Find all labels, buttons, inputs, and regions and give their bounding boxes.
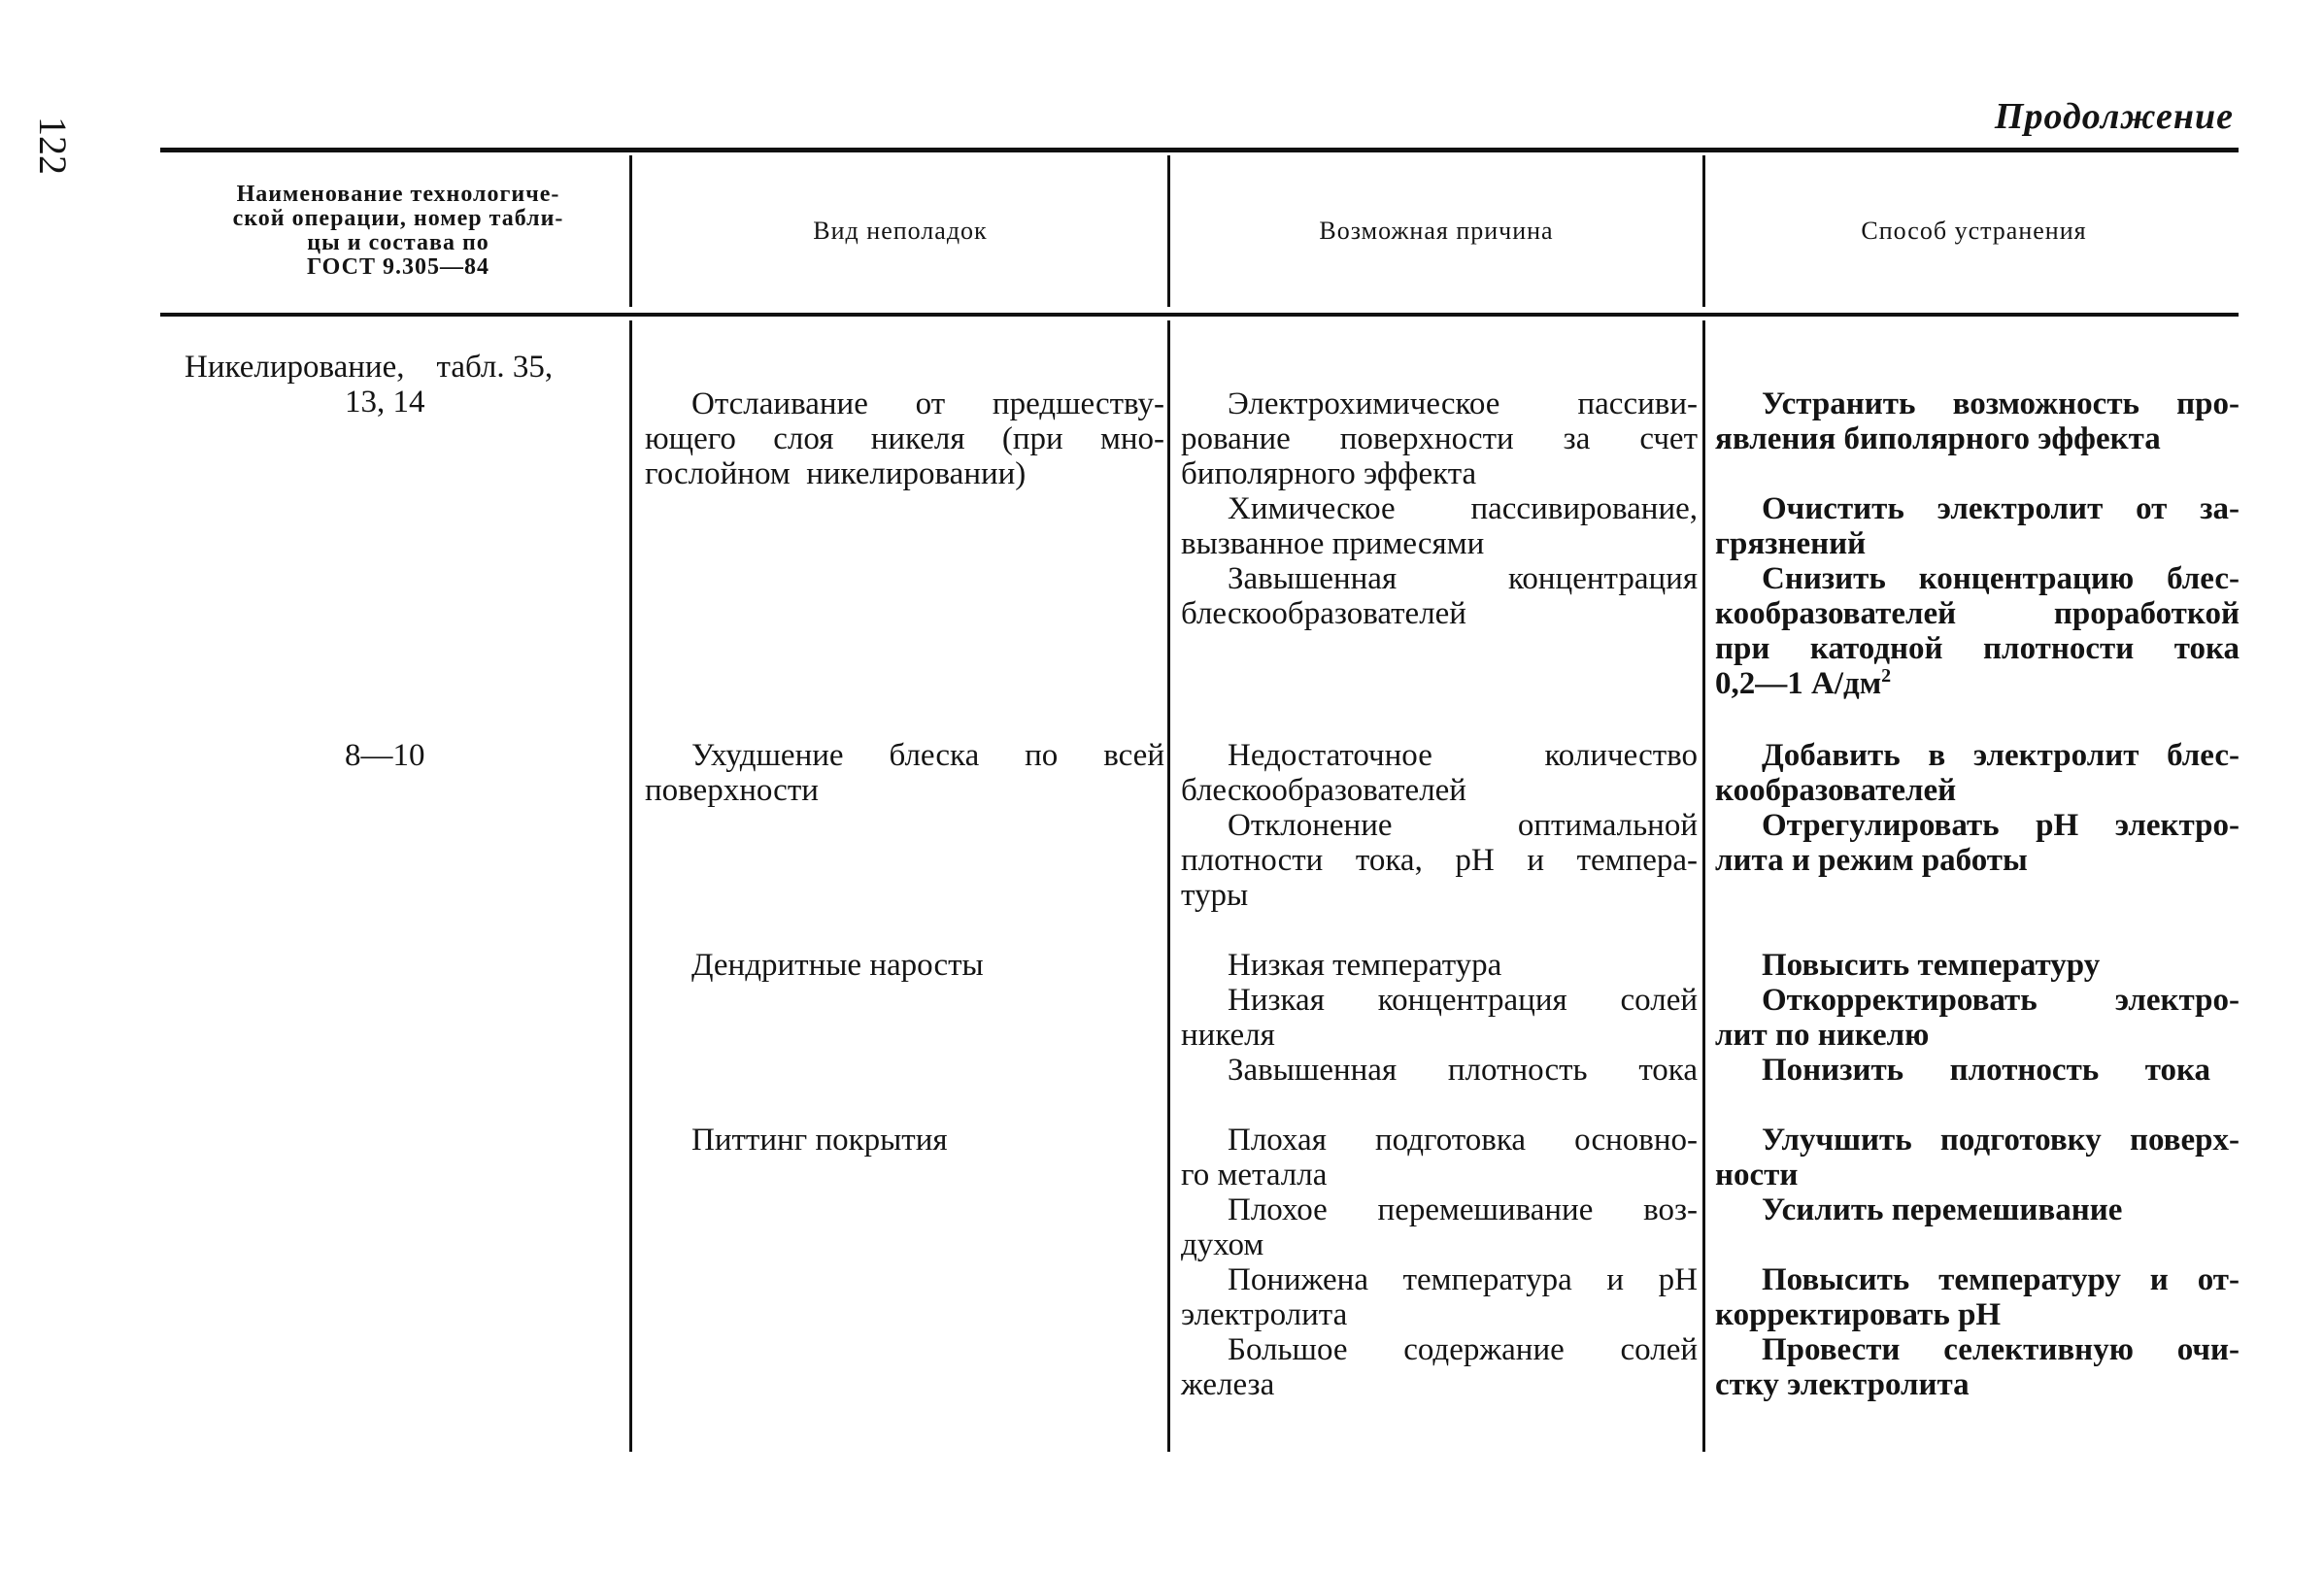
header-operation-line: ской операции, номер табли- — [232, 205, 564, 231]
operation-line: Никелирование, табл. 35, — [185, 350, 554, 385]
cause-line: электролита — [1181, 1297, 1348, 1332]
cause-group-pitting — [1181, 1123, 1698, 1402]
cause-line: блескообразователей — [1181, 596, 1466, 631]
cause-line: Завышенная плотность тока — [1228, 1053, 1698, 1088]
cause-line: Завышенная концентрация — [1228, 561, 1698, 596]
cause-line: Понижена температура и pH — [1228, 1262, 1698, 1297]
header-possible-cause: Возможная причина — [1319, 217, 1554, 246]
defect-line: Дендритные наросты — [691, 948, 984, 983]
cause-line: биполярного эффекта — [1181, 456, 1477, 491]
cause-line: Низкая концентрация солей — [1228, 983, 1698, 1018]
defect-pitting — [645, 1123, 1164, 1158]
cause-line: Химическое пассивирование, — [1228, 491, 1698, 526]
column-divider — [1702, 155, 1705, 307]
defect-peeling — [645, 386, 1164, 491]
defect-line: Отслаивание от предшеству- — [691, 386, 1164, 421]
defect-line: поверхности — [645, 773, 819, 808]
remedy-line: Откорректировать электро- — [1762, 983, 2240, 1018]
cause-line: рование поверхности за счет — [1181, 421, 1698, 456]
operation-nickel-plating — [185, 350, 626, 420]
remedy-line: Понизить плотность тока — [1762, 1053, 2210, 1088]
remedy-line: Усилить перемешивание — [1762, 1192, 2123, 1227]
remedy-line: Повысить температуру и от- — [1762, 1262, 2240, 1297]
superscript: 2 — [1881, 665, 1892, 687]
header-operation-line: цы и состава по — [307, 230, 489, 255]
defect-line: гослойном никелировании) — [645, 456, 1027, 491]
remedy-line: явления биполярного эффекта — [1715, 421, 2161, 456]
cause-group-gloss — [1181, 738, 1698, 913]
remedy-line: Отрегулировать pH электро- — [1762, 808, 2240, 843]
column-divider — [1167, 320, 1170, 1452]
remedy-line: при катодной плотности тока — [1715, 631, 2240, 666]
cause-line: блескообразователей — [1181, 773, 1466, 808]
column-divider — [629, 320, 632, 1452]
cause-line: Низкая температура — [1228, 948, 1502, 983]
remedy-group-gloss — [1715, 738, 2240, 878]
cause-line: железа — [1181, 1367, 1275, 1402]
cause-line: никеля — [1181, 1018, 1275, 1053]
cause-line: Плохая подготовка основно- — [1228, 1123, 1698, 1158]
remedy-line: ности — [1715, 1158, 1799, 1192]
remedy-line: стку электролита — [1715, 1367, 1970, 1402]
cause-group-dendrites — [1181, 948, 1698, 1088]
header-operation — [185, 155, 612, 307]
remedy-line: Снизить концентрацию блес- — [1762, 561, 2240, 596]
remedy-group-dendrites — [1715, 948, 2240, 1088]
defect-gloss-loss — [645, 738, 1164, 808]
cause-line: туры — [1181, 878, 1249, 913]
cause-line: духом — [1181, 1227, 1264, 1262]
remedy-spacer — [1715, 1227, 2240, 1262]
cause-line: Отклонение оптимальной — [1228, 808, 1698, 843]
remedy-text: 0,2—1 А/дм — [1715, 666, 1882, 701]
remedy-line: корректировать pH — [1715, 1297, 2002, 1332]
remedy-line: кообразователей проработкой — [1715, 596, 2240, 631]
remedy-line — [1715, 666, 2240, 701]
cause-line: го металла — [1181, 1158, 1328, 1192]
defect-line: ющего слоя никеля (при мно- — [645, 421, 1164, 456]
header-remedy: Способ устранения — [1861, 217, 2087, 246]
remedy-line: Добавить в электролит блес- — [1762, 738, 2240, 773]
remedy-group-peeling — [1715, 386, 2240, 701]
remedy-line: Улучшить подготовку поверх- — [1762, 1123, 2240, 1158]
operation-line: 13, 14 — [345, 385, 425, 420]
continuation-label: Продолжение — [1994, 96, 2234, 137]
defect-line: Ухудшение блеска по всей — [691, 738, 1164, 773]
header-operation-line: ГОСТ 9.305—84 — [307, 254, 489, 281]
column-divider — [1167, 155, 1170, 307]
page-number: 122 — [31, 117, 75, 175]
remedy-line: Устранить возможность про- — [1762, 386, 2240, 421]
cause-line: вызванное примесями — [1181, 526, 1485, 561]
remedy-group-pitting — [1715, 1123, 2240, 1402]
remedy-line: Провести селективную очи- — [1762, 1332, 2240, 1367]
remedy-line: Очистить электролит от за- — [1762, 491, 2240, 526]
header-operation-line: Наименование технологиче- — [236, 181, 560, 207]
cause-line: Электрохимическое пассиви- — [1228, 386, 1698, 421]
remedy-line: грязнений — [1715, 526, 1867, 561]
cause-line: Плохое перемешивание воз- — [1228, 1192, 1698, 1227]
remedy-line: Повысить температуру — [1762, 948, 2101, 983]
defect-line: Питтинг покрытия — [691, 1123, 948, 1158]
remedy-line: лит по никелю — [1715, 1018, 1930, 1053]
header-bottom-rule — [160, 313, 2239, 317]
table-top-rule — [160, 148, 2239, 152]
remedy-line: кообразователей — [1715, 773, 1957, 808]
column-divider — [629, 155, 632, 307]
cause-line: плотности тока, pH и темпера- — [1181, 843, 1698, 878]
remedy-spacer — [1715, 456, 2240, 491]
defect-dendrites — [645, 948, 1164, 983]
header-defect-type: Вид неполадок — [813, 217, 988, 246]
cause-line: Большое содержание солей — [1228, 1332, 1698, 1367]
cause-line: Недостаточное количество — [1228, 738, 1698, 773]
column-divider — [1702, 320, 1705, 1452]
remedy-line: лита и режим работы — [1715, 843, 2028, 878]
cause-group-peeling — [1181, 386, 1698, 631]
operation-composition: 8—10 — [345, 738, 425, 773]
